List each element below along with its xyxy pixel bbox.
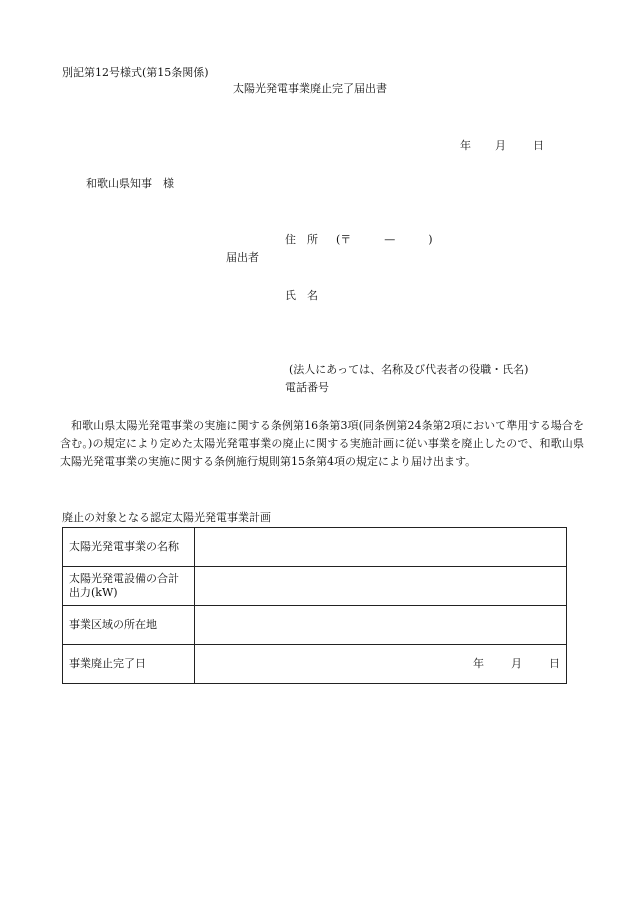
postal-code-field: (〒 — ) (336, 233, 433, 246)
plan-heading: 廃止の対象となる認定太陽光発電事業計画 (62, 511, 271, 524)
name-label: 氏 名 (285, 289, 318, 302)
row-label: 事業区域の所在地 (63, 606, 195, 645)
table-row (63, 645, 567, 684)
table-row (63, 606, 567, 645)
addressee: 和歌山県知事 様 (86, 177, 174, 190)
project-name-cell[interactable] (195, 528, 567, 567)
project-location-cell[interactable] (195, 606, 567, 645)
phone-label: 電話番号 (285, 381, 329, 394)
row-label: 事業廃止完了日 (63, 645, 195, 684)
form-number: 別記第12号様式(第15条関係) (62, 66, 209, 79)
row-label: 太陽光発電事業の名称 (63, 528, 195, 567)
completion-date-cell[interactable] (195, 645, 567, 684)
submission-date (460, 139, 544, 153)
applicant-label: 届出者 (226, 251, 259, 264)
date-day-label: 日 (533, 139, 544, 152)
corporate-note: (法人にあっては、名称及び代表者の役職・氏名) (289, 363, 529, 376)
plan-table (62, 527, 567, 684)
table-row (63, 528, 567, 567)
table-row (63, 567, 567, 606)
total-output-cell[interactable] (195, 567, 567, 606)
completion-day-label: 日 (549, 657, 560, 670)
address-label: 住 所 (285, 233, 318, 246)
completion-year-label: 年 (473, 657, 484, 670)
row-label: 太陽光発電設備の合計出力(kW) (63, 567, 195, 606)
completion-month-label: 月 (511, 657, 522, 670)
body-paragraph: 和歌山県太陽光発電事業の実施に関する条例第16条第3項(同条例第24条第2項において準用する場合を含む。)の規定により定めた太陽光発電事業の廃止に関する実施計画に従い事業を廃止したので、和歌山県太陽光発電事業の実施に関する条例施行規則第15条第4項の規定により届け出ます。 (60, 419, 584, 468)
date-year-label: 年 (460, 139, 471, 152)
document-title: 太陽光発電事業廃止完了届出書 (233, 82, 387, 95)
date-month-label: 月 (495, 139, 506, 152)
